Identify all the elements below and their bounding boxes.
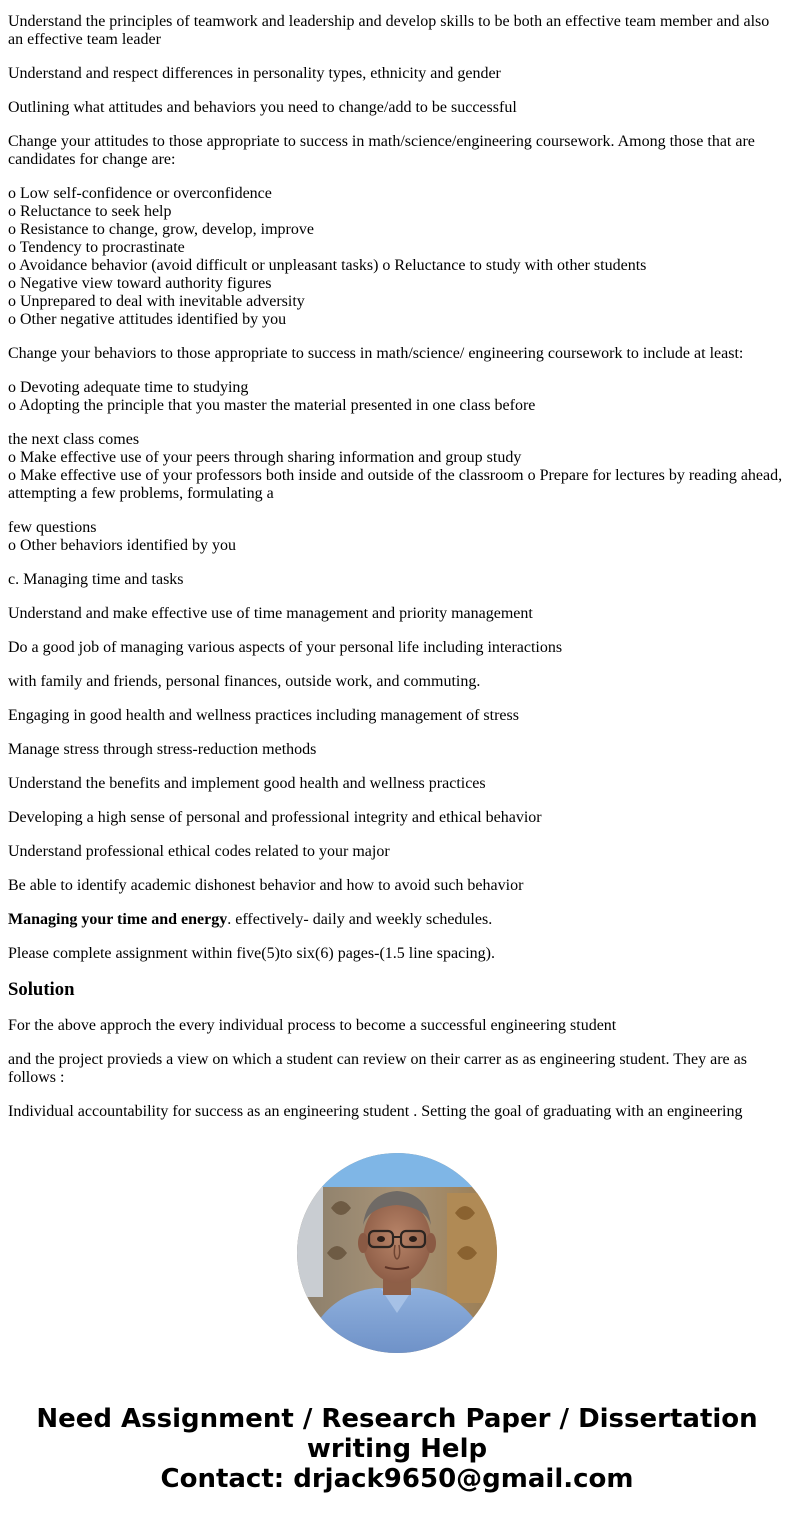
section-c-paragraph: Manage stress through stress-reduction methods	[8, 741, 317, 758]
section-c-heading: c. Managing time and tasks	[8, 571, 184, 588]
section-c-paragraph: Be able to identify academic dishonest behavior and how to avoid such behavior	[8, 877, 524, 894]
managing-rest-text: . effectively- daily and weekly schedules.	[227, 911, 493, 928]
list-item: o Other behaviors identified by you	[8, 537, 236, 554]
section-c-paragraph: Understand professional ethical codes related to your major	[8, 843, 390, 860]
intro-paragraph-2: Understand and respect differences in personality types, ethnicity and gender	[8, 65, 501, 82]
behaviors-intro: Change your behaviors to those appropriate to success in math/science/ engineering coursework to include at least:	[8, 345, 744, 362]
section-c-paragraph: Developing a high sense of personal and professional integrity and ethical behavior	[8, 809, 542, 826]
section-c-paragraph: Understand and make effective use of time management and priority management	[8, 605, 533, 622]
contact-banner	[0, 1404, 794, 1494]
list-item: o Other negative attitudes identified by you	[8, 311, 287, 328]
list-item: few questions	[8, 519, 97, 536]
banner-line-2: writing Help	[306, 1434, 488, 1464]
list-item: o Low self-confidence or overconfidence	[8, 185, 272, 202]
intro-paragraph-1: Understand the principles of teamwork and leadership and develop skills to be both an effective team member and also an effective team leader	[8, 13, 770, 48]
list-item: o Avoidance behavior (avoid difficult or unpleasant tasks) o Reluctance to study with other students	[8, 257, 647, 274]
managing-bold-text: Managing your time and energy	[8, 911, 228, 928]
banner-contact-line: Contact: drjack9650@gmail.com	[160, 1464, 634, 1494]
section-c-paragraph: with family and friends, personal finances, outside work, and commuting.	[8, 673, 481, 690]
list-item: o Devoting adequate time to studying	[8, 379, 249, 396]
solution-paragraph-2: and the project provieds a view on which a student can review on their carrer as as engineering student. They are as follows :	[8, 1051, 747, 1086]
solution-heading: Solution	[8, 979, 75, 1000]
list-item: o Unprepared to deal with inevitable adversity	[8, 293, 305, 310]
complete-note: Please complete assignment within five(5)to six(6) pages-(1.5 line spacing).	[8, 945, 495, 962]
banner-line-1: Need Assignment / Research Paper / Dissertation	[36, 1404, 758, 1434]
solution-paragraph-1: For the above approch the every individual process to become a successful engineering student	[8, 1017, 617, 1034]
managing-paragraph	[8, 911, 786, 929]
list-item: o Tendency to procrastinate	[8, 239, 185, 256]
author-photo-graphic	[297, 1153, 497, 1353]
behaviors-list-a	[8, 379, 786, 415]
list-item: o Adopting the principle that you master the material presented in one class before	[8, 397, 536, 414]
attitudes-list	[8, 185, 786, 329]
list-item: o Make effective use of your professors both inside and outside of the classroom o Prepare for lectures by reading ahead, attempting a few problems, formulating a	[8, 467, 783, 502]
author-photo	[297, 1153, 497, 1353]
section-c-paragraph: Understand the benefits and implement good health and wellness practices	[8, 775, 486, 792]
section-c-paragraph: Do a good job of managing various aspects of your personal life including interactions	[8, 639, 563, 656]
list-item: o Reluctance to seek help	[8, 203, 172, 220]
behaviors-list-c	[8, 519, 786, 555]
document-body	[8, 13, 786, 1122]
intro-paragraph-3: Outlining what attitudes and behaviors you need to change/add to be successful	[8, 99, 517, 116]
list-item: o Negative view toward authority figures	[8, 275, 272, 292]
intro-paragraph-4: Change your attitudes to those appropriate to success in math/science/engineering coursework. Among those that are candidates for change are:	[8, 133, 755, 168]
list-item: the next class comes	[8, 431, 140, 448]
section-c-paragraph: Engaging in good health and wellness practices including management of stress	[8, 707, 519, 724]
behaviors-list-b	[8, 431, 786, 503]
list-item: o Make effective use of your peers through sharing information and group study	[8, 449, 522, 466]
solution-paragraph-3: Individual accountability for success as an engineering student . Setting the goal of graduating with an engineering	[8, 1103, 743, 1120]
list-item: o Resistance to change, grow, develop, improve	[8, 221, 314, 238]
